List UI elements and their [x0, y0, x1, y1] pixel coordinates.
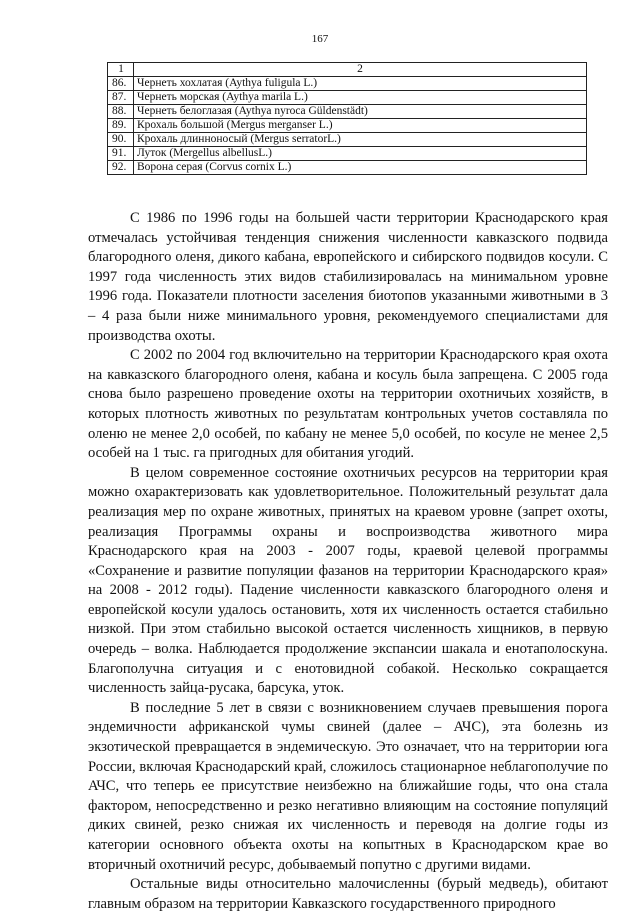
table-header-cell: 2 [134, 63, 587, 77]
table-row [108, 105, 587, 119]
species-name: Крохаль длинноносый (Mergus serratorL.) [134, 133, 587, 147]
table-row [108, 91, 587, 105]
row-number: 88. [108, 105, 134, 119]
species-name: Ворона серая (Corvus cornix L.) [134, 161, 587, 175]
paragraph: С 2002 по 2004 год включительно на территории Краснодарского края охота на кавказского благородного оленя, кабана и косуль была запрещена. С 2005 года снова было разрешено проведение охоты на территории охотничьих хозяйств, в которых плотность животных по результатам контрольных учетов составляла по оленю не менее 2,0 особей, по кабану не менее 5,0 особей, по косуле не менее 2,5 особей на 1 тыс. га пригодных для обитания угодий. [88, 347, 608, 462]
row-number: 90. [108, 133, 134, 147]
table-row [108, 161, 587, 175]
paragraph: Остальные виды относительно малочисленны (бурый медведь), обитают главным образом на территории Кавказского государственного природного [88, 876, 608, 912]
paragraph: В последние 5 лет в связи с возникновением случаев превышения порога эндемичности африканской чумы свиней (далее – АЧС), эта болезнь из экзотической превращается в эндемическую. Это означает, что на территории юга России, включая Краснодарский край, сложилось стационарное неблагополучие по АЧС, что теперь ее присутствие неизбежно на ближайшие годы, что она стала фактором, непосредственно и резко негативно влияющим на состояние популяций диких свиней, резко снижая их численность и переводя на долгие годы из категории основного объекта охоты на копытных в Краснодарском крае во вторичный охотничий ресурс, добываемый попутно с другими видами. [88, 699, 608, 873]
table-row [108, 133, 587, 147]
species-name: Чернеть морская (Aythya marila L.) [134, 91, 587, 105]
species-name: Крохаль большой (Mergus merganser L.) [134, 119, 587, 133]
table-header-row [108, 63, 587, 77]
table-row [108, 119, 587, 133]
species-table [107, 62, 587, 175]
table-row [108, 77, 587, 91]
table-header-cell: 1 [108, 63, 134, 77]
table-row [108, 147, 587, 161]
paragraph: С 1986 по 1996 годы на большей части территории Краснодарского края отмечалась устойчивая тенденция снижения численности кавказского подвида благородного оленя, дикого кабана, европейского и сибирского подвидов косули. С 1997 года численность этих видов стабилизировалась на минимальном уровне 1996 года. Показатели плотности заселения биотопов указанными животными в 3 – 4 раза были ниже минимального уровня, рекомендуемого специалистами для производства охоты. [88, 210, 608, 344]
species-name: Чернеть хохлатая (Aythya fuligula L.) [134, 77, 587, 91]
row-number: 86. [108, 77, 134, 91]
species-name: Луток (Mergellus albellusL.) [134, 147, 587, 161]
page-number: 167 [311, 33, 329, 45]
row-number: 89. [108, 119, 134, 133]
paragraph: В целом современное состояние охотничьих ресурсов на территории края можно охарактеризовать как удовлетворительное. Положительный результат дала реализация мер по охране животных, принятых на краевом уровне (запрет охоты, реализация Программы охраны и воспроизводства животного мира Краснодарского края на 2003 - 2007 годы, краевой целевой программы «Сохранение и развитие популяции фазанов на территории Краснодарского края» на 2008 - 2012 годы). Падение численности кавказского благородного оленя и европейской косули удалось остановить, хотя их численность остается стабильно низкой. При этом стабильно высокой остается численность хищников, в первую очередь – волка. Наблюдается продолжение экспансии шакала и енотаполоскуна. Благополучна ситуация и с енотовидной собакой. Несколько сокращается численность зайца-русака, барсука, уток. [88, 464, 608, 697]
row-number: 91. [108, 147, 134, 161]
body-text [88, 209, 608, 914]
row-number: 92. [108, 161, 134, 175]
row-number: 87. [108, 91, 134, 105]
species-name: Чернеть белоглазая (Aythya nyroca Güldenstädt) [134, 105, 587, 119]
